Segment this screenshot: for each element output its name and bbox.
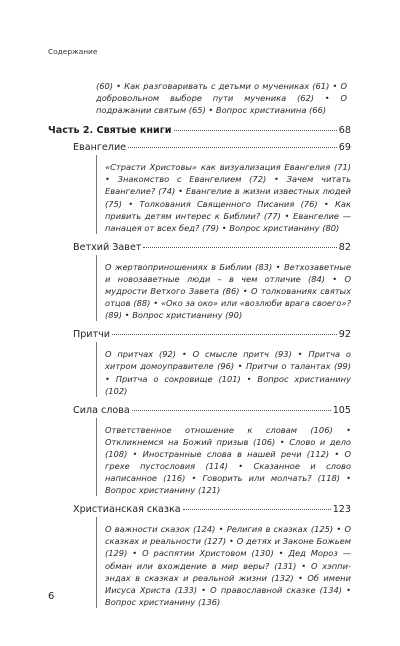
section-title: Христианская сказка (73, 504, 181, 516)
section-title: Ветхий Завет (73, 241, 142, 253)
section-title: Притчи (73, 329, 111, 341)
dot-leader (132, 410, 331, 411)
part-page-number: 68 (338, 125, 351, 137)
toc-entry-evangelie[interactable] (73, 142, 351, 153)
part-title: Часть 2. Святые книги (48, 125, 172, 137)
toc-section-pritchi (48, 329, 351, 396)
dot-leader (128, 147, 337, 148)
section-title: Сила слова (73, 404, 130, 416)
section-description: О жертвоприношениях в Библии (83) • Ветхозаветные и новозаветные люди – в чем отличие (84) • О мудрости Ветхого Завета (86) • О толкованиях святых отцов (88) • «Око за око» или «возлюби врага своего»? (89) • Вопрос христианину (90) (96, 255, 351, 321)
page-number: 6 (48, 591, 55, 602)
toc-entry-sila-slova[interactable] (73, 405, 351, 416)
section-page-number: 123 (332, 504, 351, 516)
toc-entry-pritchi[interactable] (73, 329, 351, 340)
section-description: Ответственное отношение к словам (106) • Откликнемся на Божий призыв (106) • Слово и дело (108) • Иностранные слова в нашей речи (112) • О грехе пустословия (114) • Сказанное и слово написанное (116) • Говорить или молчать? (118) • Вопрос христианину (121) (96, 418, 351, 497)
dot-leader (112, 334, 337, 335)
section-page-number: 82 (338, 241, 351, 253)
continued-section-description: (60) • Как разговаривать с детьми о мучениках (61) • О добровольном выборе пути мученика (62) • О подражании святым (65) • Вопрос христианина (66) (96, 81, 347, 116)
toc-section-sila-slova (48, 405, 351, 497)
table-of-contents (48, 80, 351, 616)
dot-leader (174, 130, 337, 131)
dot-leader (183, 509, 331, 510)
toc-section-khristianskaya-skazka (48, 504, 351, 608)
toc-section-vetkhiy-zavet (48, 242, 351, 321)
section-page-number: 69 (338, 142, 351, 154)
toc-entry-khristianskaya-skazka[interactable] (73, 504, 351, 515)
dot-leader (143, 247, 336, 248)
section-title: Евангелие (73, 142, 127, 154)
section-page-number: 92 (338, 329, 351, 341)
toc-part-entry[interactable] (48, 125, 351, 136)
section-description: О притчах (92) • О смысле притч (93) • Притча о хитром домоуправителе (96) • Притчи о талантах (99) • Притча о сокровище (101) • Вопрос христианину (102) (96, 342, 351, 396)
section-description: О важности сказок (124) • Религия в сказках (125) • О сказках и реальности (127) • О детях и Законе Божьем (129) • О распятии Христовом (130) • Дед Мороз — обман или вхождение в мир веры? (131) • О хэппи-эндах в сказках и реальной жизни (132) • Об имени Иисуса Христа (133) • О православной сказке (134) • Вопрос христианину (136) (96, 517, 351, 608)
section-page-number: 105 (332, 404, 351, 416)
section-description: «Страсти Христовы» как визуализация Евангелия (71) • Знакомство с Евангелием (72) • Зачем читать Евангелие? (74) • Евангелие в жизни известных людей (75) • Толкования Священного Писания (76) • Как привить детям интерес к Библии? (77) • Евангелие — панацея от всех бед? (79) • Вопрос христианину (80) (96, 155, 351, 234)
toc-section-evangelie (48, 142, 351, 234)
running-header: Содержание (48, 47, 98, 56)
toc-entry-vetkhiy-zavet[interactable] (73, 242, 351, 253)
